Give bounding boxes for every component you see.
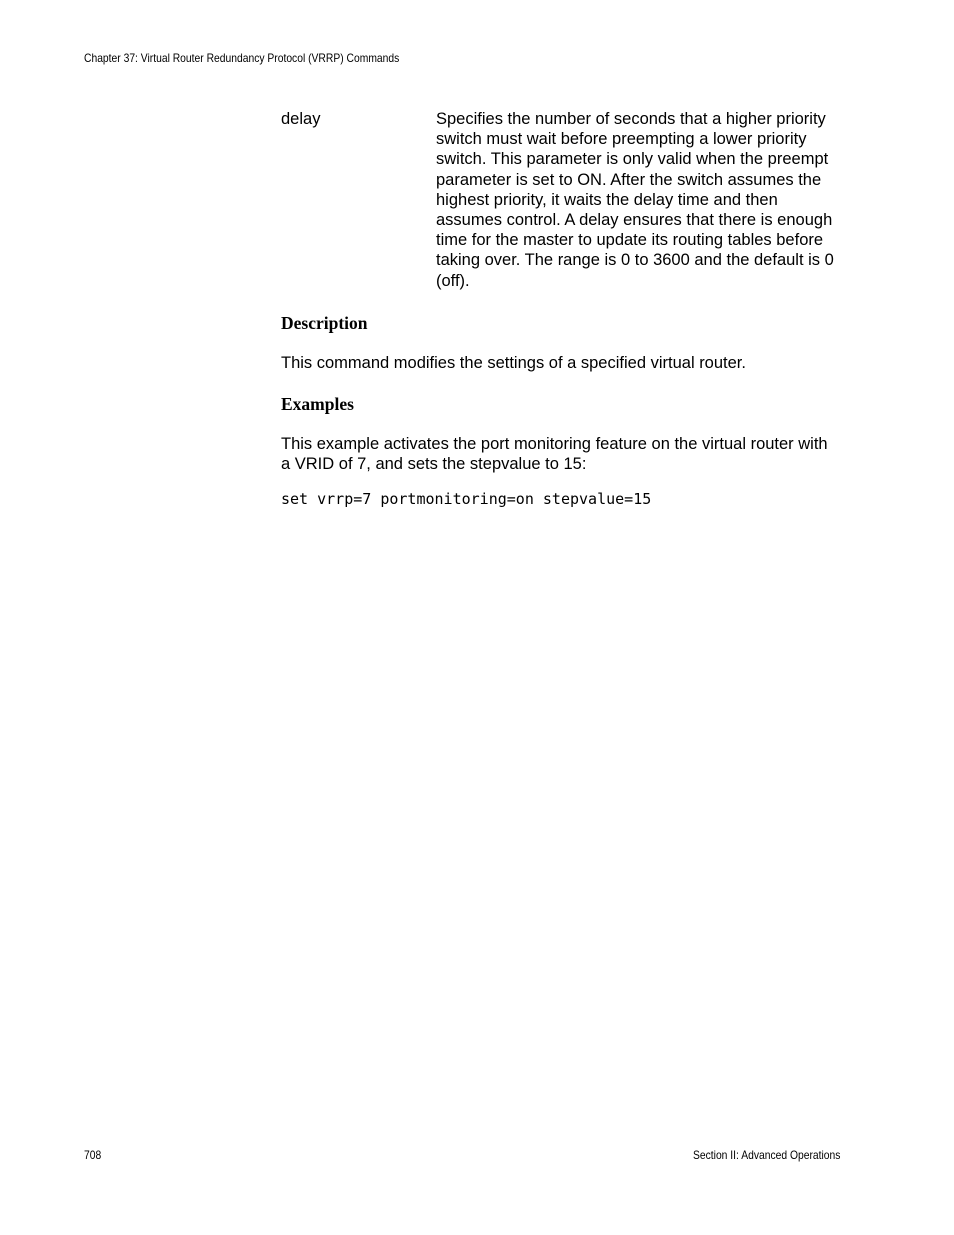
footer-section-title: Section II: Advanced Operations [692,1148,840,1162]
examples-heading: Examples [281,394,354,414]
parameter-name: delay [281,110,321,128]
example-command-code: set vrrp=7 portmonitoring=on stepvalue=15 [281,490,652,508]
page-number: 708 [84,1148,102,1162]
description-heading: Description [281,313,368,333]
description-text: This command modifies the settings of a specified virtual router. [281,354,746,372]
parameter-description: Specifies the number of seconds that a higher priority switch must wait before preempting a lower priority switch. This parameter is only valid when the preempt parameter is set to ON. After the switch assumes the highest priority, it waits the delay time and then assumes control. A delay ensures that there is enough time for the master to update its routing tables before taking over. The range is 0 to 3600 and the default is 0 (off). [436,110,834,290]
running-header: Chapter 37: Virtual Router Redundancy Protocol (VRRP) Commands [84,51,400,65]
example-text: This example activates the port monitoring feature on the virtual router with a VRID of 7, and sets the stepvalue to 15: [281,435,828,474]
